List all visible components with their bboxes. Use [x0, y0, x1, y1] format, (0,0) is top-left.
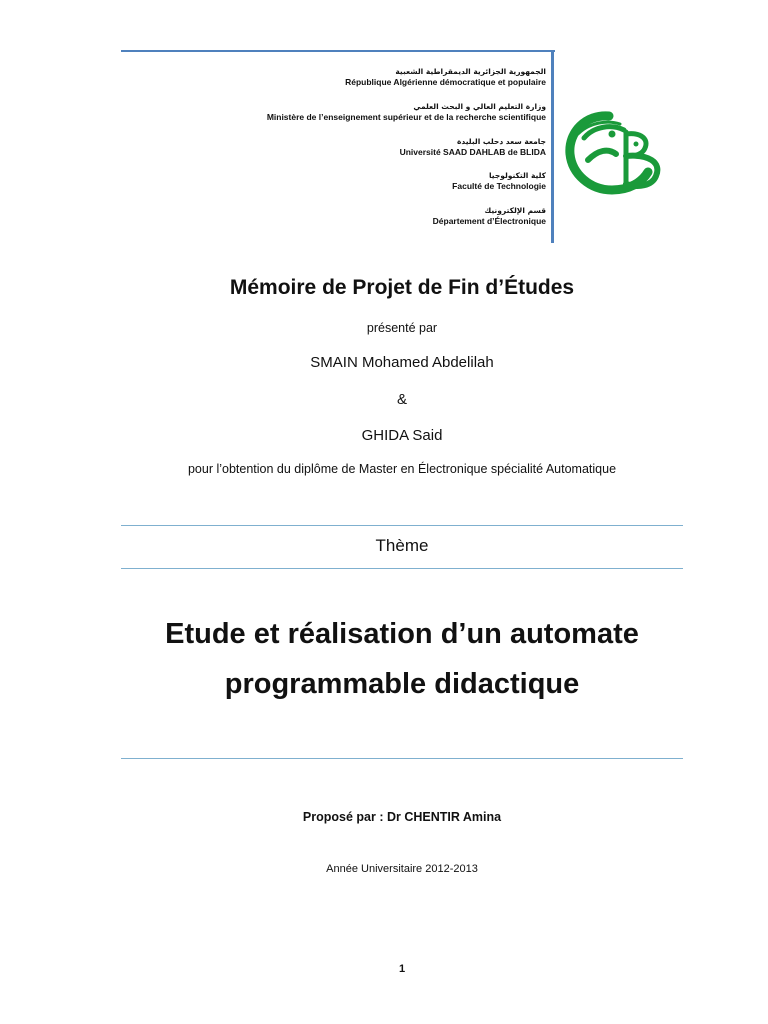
academic-year: Année Universitaire 2012-2013 — [326, 863, 478, 875]
header-french-university: Université SAAD DAHLAB de BLIDA — [399, 147, 546, 157]
author-1: SMAIN Mohamed Abdelilah — [310, 354, 494, 371]
author-2: GHIDA Said — [361, 427, 443, 444]
header-side-rule — [551, 50, 554, 243]
header-top-rule — [121, 50, 555, 52]
thesis-title-line-1: Etude et réalisation d’un automate — [165, 618, 639, 650]
ampersand: & — [396, 391, 407, 408]
header-arabic-ministry: وزارة التعليم العالي و البحث العلمي — [413, 102, 546, 111]
diploma-line: pour l’obtention du diplôme de Master en Électronique spécialité Automatique — [187, 462, 617, 476]
header-arabic-university: جامعة سعد دحلب البليدة — [456, 137, 546, 146]
header-block-university — [400, 136, 546, 158]
header-block-republic — [345, 66, 546, 88]
header-french-ministry: Ministère de l’enseignement supérieur et de la recherche scientifique — [266, 112, 546, 122]
header-french-department: Département d’Électronique — [432, 216, 546, 226]
page-number: 1 — [398, 963, 406, 975]
theme-label: Thème — [375, 536, 429, 555]
header-block-ministry — [267, 101, 546, 123]
header-arabic-faculty: كلية التكنولوجيا — [488, 171, 546, 180]
header-block-faculty — [452, 170, 546, 192]
header-french-republic: République Algérienne démocratique et populaire — [345, 77, 546, 87]
university-logo-icon — [564, 104, 676, 200]
header-block-department — [433, 205, 546, 227]
theme-rule-bottom — [121, 758, 683, 759]
thesis-title-line-2: programmable didactique — [224, 668, 580, 700]
header-arabic-republic: الجمهورية الجزائرية الديمقراطية الشعبية — [395, 67, 546, 76]
theme-rule-middle — [121, 568, 683, 569]
header-french-faculty: Faculté de Technologie — [452, 181, 546, 191]
proposed-by: Proposé par : Dr CHENTIR Amina — [302, 810, 502, 824]
header-arabic-department: قسم الإلكترونيك — [484, 206, 546, 215]
memoire-title: Mémoire de Projet de Fin d’Études — [229, 276, 575, 299]
presented-by: présenté par — [366, 321, 438, 335]
theme-rule-top — [121, 525, 683, 526]
